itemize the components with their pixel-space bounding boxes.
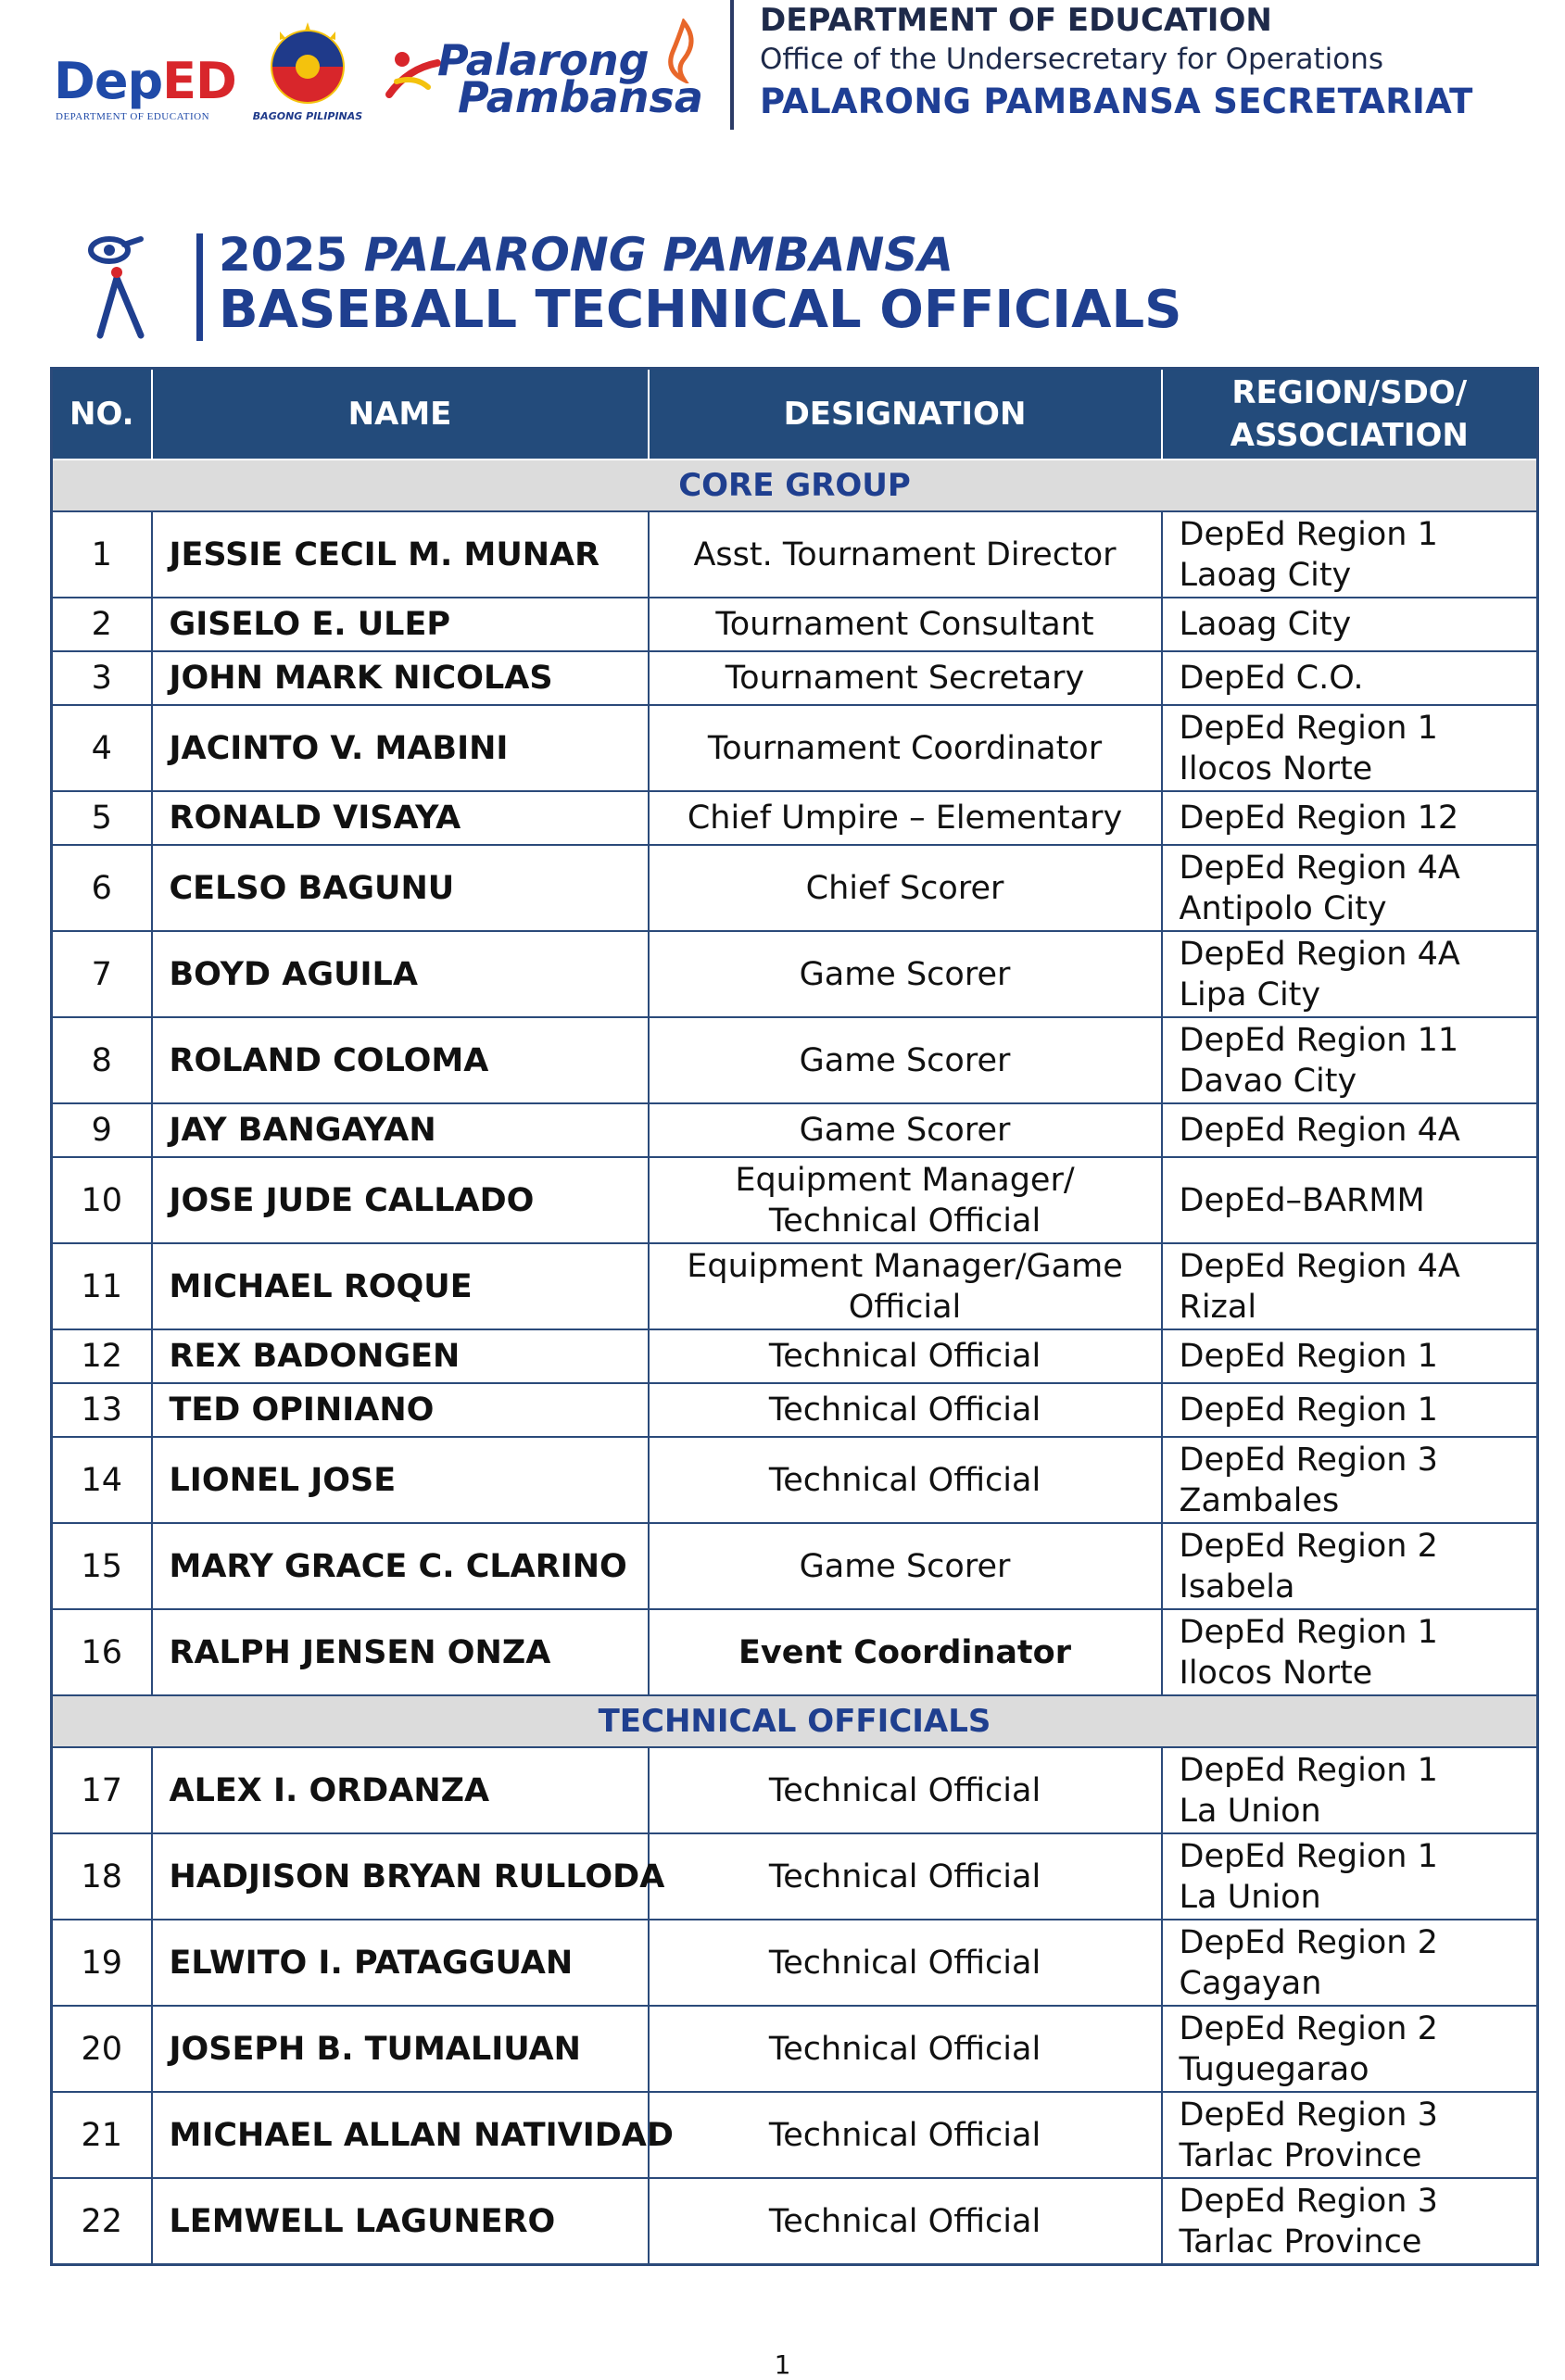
cell-name: JOHN MARK NICOLAS — [152, 651, 649, 705]
region-line: DepEd Region 4A — [1179, 935, 1460, 973]
header-divider — [730, 0, 734, 130]
cell-region — [1162, 2092, 1538, 2178]
table-row — [52, 791, 1538, 845]
cell-no: 15 — [52, 1523, 152, 1609]
table-row — [52, 1103, 1538, 1157]
title-year: 2025 — [219, 228, 348, 282]
palarong-logo-line2: Pambansa — [458, 72, 703, 122]
cell-region — [1162, 1747, 1538, 1833]
page-number: 1 — [774, 2349, 791, 2380]
table-row — [52, 1243, 1538, 1329]
cell-no: 20 — [52, 2006, 152, 2092]
region-line: La Union — [1179, 1878, 1321, 1916]
cell-region — [1162, 1523, 1538, 1609]
table-row — [52, 1523, 1538, 1609]
cell-no: 10 — [52, 1157, 152, 1243]
header-name: NAME — [152, 369, 649, 460]
region-line: Laoag City — [1179, 606, 1352, 643]
region-line: La Union — [1179, 1792, 1321, 1830]
table-row — [52, 1017, 1538, 1103]
cell-no: 4 — [52, 705, 152, 791]
table-row — [52, 705, 1538, 791]
table-row — [52, 598, 1538, 651]
cell-designation: Technical Official — [649, 2006, 1162, 2092]
cell-region — [1162, 1437, 1538, 1523]
title-year-event — [219, 228, 953, 282]
deped-logo-word: DepED — [54, 52, 236, 110]
cell-no: 12 — [52, 1329, 152, 1383]
region-line: Tarlac Province — [1179, 2136, 1422, 2174]
cell-designation: Tournament Coordinator — [649, 705, 1162, 791]
cell-designation: Technical Official — [649, 1747, 1162, 1833]
cell-region — [1162, 598, 1538, 651]
region-line: DepEd Region 2 — [1179, 2009, 1438, 2047]
cell-name: BOYD AGUILA — [152, 931, 649, 1017]
cell-region — [1162, 705, 1538, 791]
cell-name: MICHAEL ROQUE — [152, 1243, 649, 1329]
cell-designation: Tournament Secretary — [649, 651, 1162, 705]
cell-region — [1162, 2178, 1538, 2265]
cell-no: 2 — [52, 598, 152, 651]
cell-region — [1162, 791, 1538, 845]
cell-region — [1162, 1017, 1538, 1103]
cell-name: ROLAND COLOMA — [152, 1017, 649, 1103]
cell-designation: Game Scorer — [649, 1103, 1162, 1157]
region-line: DepEd Region 1 — [1179, 1391, 1438, 1429]
table-body — [52, 460, 1538, 2265]
cell-no: 3 — [52, 651, 152, 705]
region-line: DepEd C.O. — [1179, 660, 1364, 697]
cell-name: LEMWELL LAGUNERO — [152, 2178, 649, 2265]
cell-no: 16 — [52, 1609, 152, 1695]
table-row — [52, 511, 1538, 598]
officials-table — [50, 367, 1539, 2266]
header-region: REGION/SDO/ ASSOCIATION — [1162, 369, 1538, 460]
region-line: DepEd Region 3 — [1179, 2096, 1438, 2134]
cell-designation: Technical Official — [649, 1383, 1162, 1437]
page-title: BASEBALL TECHNICAL OFFICIALS — [219, 280, 1182, 340]
table-row — [52, 2092, 1538, 2178]
region-line: Cagayan — [1179, 1964, 1322, 2002]
region-line: DepEd Region 3 — [1179, 2182, 1438, 2220]
region-line: DepEd–BARMM — [1179, 1181, 1425, 1219]
cell-name: ALEX I. ORDANZA — [152, 1747, 649, 1833]
cell-designation: Technical Official — [649, 1920, 1162, 2006]
designation-line: Official — [848, 1288, 962, 1326]
header-department: DEPARTMENT OF EDUCATION — [760, 2, 1272, 39]
region-line: Isabela — [1179, 1568, 1295, 1606]
cell-name: GISELO E. ULEP — [152, 598, 649, 651]
region-line: DepEd Region 1 — [1179, 1837, 1438, 1875]
table-row — [52, 1383, 1538, 1437]
palarong-logo-line1: Palarong — [437, 35, 650, 85]
page-header — [0, 0, 1565, 139]
cell-designation: Technical Official — [649, 1329, 1162, 1383]
cell-designation: Technical Official — [649, 2092, 1162, 2178]
bagong-pilipinas-emblem-icon — [252, 20, 363, 108]
region-line: DepEd Region 2 — [1179, 1923, 1438, 1961]
table-row — [52, 651, 1538, 705]
region-line: DepEd Region 1 — [1179, 709, 1438, 747]
section-row — [52, 1695, 1538, 1747]
cell-designation: Technical Official — [649, 1833, 1162, 1920]
deped-logo — [54, 31, 239, 124]
table-row — [52, 2006, 1538, 2092]
region-line: Antipolo City — [1179, 889, 1387, 927]
cell-designation — [649, 1157, 1162, 1243]
cell-name: CELSO BAGUNU — [152, 845, 649, 931]
table-row — [52, 1609, 1538, 1695]
cell-name: JAY BANGAYAN — [152, 1103, 649, 1157]
region-line: Ilocos Norte — [1179, 1654, 1373, 1692]
cell-no: 8 — [52, 1017, 152, 1103]
cell-no: 5 — [52, 791, 152, 845]
region-line: DepEd Region 3 — [1179, 1441, 1438, 1479]
bagong-pilipinas-label: BAGONG PILIPINAS — [252, 110, 363, 122]
cell-designation: Asst. Tournament Director — [649, 511, 1162, 598]
region-line: DepEd Region 4A — [1179, 1247, 1460, 1285]
cell-region — [1162, 1157, 1538, 1243]
cell-region — [1162, 1833, 1538, 1920]
header-designation: DESIGNATION — [649, 369, 1162, 460]
deped-logo-subtitle: DEPARTMENT OF EDUCATION — [56, 111, 210, 122]
table-row — [52, 1157, 1538, 1243]
cell-region — [1162, 1383, 1538, 1437]
cell-no: 11 — [52, 1243, 152, 1329]
palaro-figure-icon — [76, 232, 159, 343]
cell-designation — [649, 1243, 1162, 1329]
region-line: Laoag City — [1179, 556, 1352, 594]
cell-designation: Event Coordinator — [649, 1609, 1162, 1695]
header-text-block — [760, 2, 1557, 121]
region-line: DepEd Region 4A — [1179, 1112, 1460, 1149]
region-line: DepEd Region 4A — [1179, 849, 1460, 887]
cell-designation: Game Scorer — [649, 931, 1162, 1017]
cell-designation: Chief Umpire – Elementary — [649, 791, 1162, 845]
cell-region — [1162, 1609, 1538, 1695]
torch-flame-icon — [656, 19, 702, 83]
title-accent-bar — [196, 233, 203, 341]
cell-region — [1162, 1920, 1538, 2006]
cell-designation: Tournament Consultant — [649, 598, 1162, 651]
region-line: Davao City — [1179, 1062, 1357, 1100]
cell-name: TED OPINIANO — [152, 1383, 649, 1437]
region-line: Tarlac Province — [1179, 2223, 1422, 2260]
section-row — [52, 460, 1538, 511]
cell-name: MARY GRACE C. CLARINO — [152, 1523, 649, 1609]
header-no: NO. — [52, 369, 152, 460]
region-line: Lipa City — [1179, 976, 1321, 1014]
cell-region — [1162, 1243, 1538, 1329]
table-header-row — [52, 369, 1538, 460]
region-line: DepEd Region 11 — [1179, 1021, 1459, 1059]
cell-name: MICHAEL ALLAN NATIVIDAD — [152, 2092, 649, 2178]
cell-name: JACINTO V. MABINI — [152, 705, 649, 791]
region-line: DepEd Region 1 — [1179, 515, 1438, 553]
cell-region — [1162, 931, 1538, 1017]
table-row — [52, 1437, 1538, 1523]
table-row — [52, 1329, 1538, 1383]
cell-no: 19 — [52, 1920, 152, 2006]
cell-name: ELWITO I. PATAGGUAN — [152, 1920, 649, 2006]
header-secretariat: PALARONG PAMBANSA SECRETARIAT — [760, 82, 1473, 121]
cell-no: 9 — [52, 1103, 152, 1157]
cell-region — [1162, 2006, 1538, 2092]
header-office: Office of the Undersecretary for Operations — [760, 43, 1384, 76]
cell-designation: Chief Scorer — [649, 845, 1162, 931]
cell-region — [1162, 511, 1538, 598]
cell-no: 6 — [52, 845, 152, 931]
designation-line: Technical Official — [768, 1202, 1041, 1240]
cell-name: RONALD VISAYA — [152, 791, 649, 845]
cell-name: REX BADONGEN — [152, 1329, 649, 1383]
cell-no: 13 — [52, 1383, 152, 1437]
cell-designation: Technical Official — [649, 1437, 1162, 1523]
region-line: DepEd Region 1 — [1179, 1751, 1438, 1789]
cell-name: JOSE JUDE CALLADO — [152, 1157, 649, 1243]
cell-no: 22 — [52, 2178, 152, 2265]
region-line: Ilocos Norte — [1179, 749, 1373, 787]
cell-name: JOSEPH B. TUMALIUAN — [152, 2006, 649, 2092]
cell-no: 21 — [52, 2092, 152, 2178]
designation-line: Equipment Manager/Game — [687, 1247, 1123, 1285]
table-row — [52, 845, 1538, 931]
cell-name: LIONEL JOSE — [152, 1437, 649, 1523]
region-line: Rizal — [1179, 1288, 1257, 1326]
section-title: CORE GROUP — [52, 460, 1538, 511]
table-row — [52, 1833, 1538, 1920]
section-title: TECHNICAL OFFICIALS — [52, 1695, 1538, 1747]
region-line: DepEd Region 12 — [1179, 800, 1459, 837]
region-line: DepEd Region 1 — [1179, 1338, 1438, 1375]
cell-no: 7 — [52, 931, 152, 1017]
table-row — [52, 1920, 1538, 2006]
cell-designation: Game Scorer — [649, 1017, 1162, 1103]
cell-region — [1162, 1103, 1538, 1157]
designation-line: Equipment Manager/ — [735, 1161, 1075, 1199]
cell-region — [1162, 651, 1538, 705]
cell-no: 14 — [52, 1437, 152, 1523]
title-event: PALARONG PAMBANSA — [363, 228, 954, 282]
cell-region — [1162, 845, 1538, 931]
table-row — [52, 1747, 1538, 1833]
table-row — [52, 2178, 1538, 2265]
cell-name: RALPH JENSEN ONZA — [152, 1609, 649, 1695]
region-line: Zambales — [1179, 1481, 1340, 1519]
cell-designation: Technical Official — [649, 2178, 1162, 2265]
region-line: Tuguegarao — [1179, 2050, 1369, 2088]
palarong-pambansa-logo — [380, 19, 704, 120]
cell-region — [1162, 1329, 1538, 1383]
region-line: DepEd Region 2 — [1179, 1527, 1438, 1565]
cell-name: JESSIE CECIL M. MUNAR — [152, 511, 649, 598]
cell-name: HADJISON BRYAN RULLODA — [152, 1833, 649, 1920]
region-line: DepEd Region 1 — [1179, 1613, 1438, 1651]
cell-designation: Game Scorer — [649, 1523, 1162, 1609]
cell-no: 17 — [52, 1747, 152, 1833]
cell-no: 1 — [52, 511, 152, 598]
table-row — [52, 931, 1538, 1017]
cell-no: 18 — [52, 1833, 152, 1920]
bagong-pilipinas-logo — [252, 20, 372, 127]
